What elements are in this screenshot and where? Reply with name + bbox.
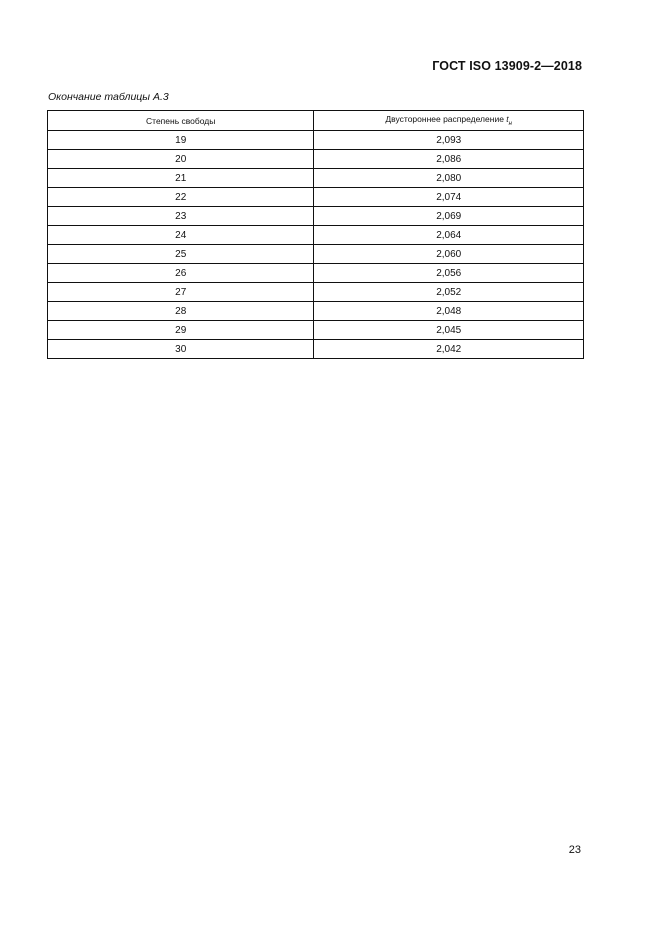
cell-t-value: 2,056 <box>314 264 584 283</box>
table-row <box>48 188 584 207</box>
table-row <box>48 340 584 359</box>
table-row <box>48 302 584 321</box>
cell-t-value: 2,045 <box>314 321 584 340</box>
t-distribution-table <box>47 110 584 359</box>
table-row <box>48 207 584 226</box>
cell-degrees-of-freedom: 28 <box>48 302 314 321</box>
t-symbol: t <box>506 114 509 124</box>
cell-degrees-of-freedom: 20 <box>48 150 314 169</box>
cell-degrees-of-freedom: 29 <box>48 321 314 340</box>
table-row <box>48 131 584 150</box>
cell-degrees-of-freedom: 26 <box>48 264 314 283</box>
page-number: 23 <box>568 844 581 856</box>
cell-t-value: 2,048 <box>314 302 584 321</box>
table-row <box>48 264 584 283</box>
cell-t-value: 2,074 <box>314 188 584 207</box>
cell-degrees-of-freedom: 19 <box>48 131 314 150</box>
cell-degrees-of-freedom: 23 <box>48 207 314 226</box>
t-subscript: н <box>508 121 512 127</box>
column-header-two-sided-distribution <box>314 111 584 131</box>
cell-t-value: 2,093 <box>314 131 584 150</box>
cell-degrees-of-freedom: 21 <box>48 169 314 188</box>
cell-degrees-of-freedom: 22 <box>48 188 314 207</box>
cell-degrees-of-freedom: 25 <box>48 245 314 264</box>
table-row <box>48 226 584 245</box>
cell-t-value: 2,069 <box>314 207 584 226</box>
table-row <box>48 169 584 188</box>
cell-t-value: 2,052 <box>314 283 584 302</box>
table-header-row <box>48 111 584 131</box>
table-caption: Окончание таблицы А.3 <box>48 91 169 103</box>
cell-t-value: 2,064 <box>314 226 584 245</box>
cell-t-value: 2,086 <box>314 150 584 169</box>
column-header-degrees-of-freedom: Степень свободы <box>48 111 314 131</box>
cell-degrees-of-freedom: 27 <box>48 283 314 302</box>
table-row <box>48 150 584 169</box>
cell-degrees-of-freedom: 30 <box>48 340 314 359</box>
column-header-label: Двустороннее распределение <box>385 114 504 124</box>
cell-t-value: 2,080 <box>314 169 584 188</box>
table-row <box>48 283 584 302</box>
cell-degrees-of-freedom: 24 <box>48 226 314 245</box>
document-code: ГОСТ ISO 13909-2—2018 <box>432 59 582 73</box>
table-row <box>48 245 584 264</box>
table-body <box>48 131 584 359</box>
cell-t-value: 2,042 <box>314 340 584 359</box>
table-row <box>48 321 584 340</box>
cell-t-value: 2,060 <box>314 245 584 264</box>
